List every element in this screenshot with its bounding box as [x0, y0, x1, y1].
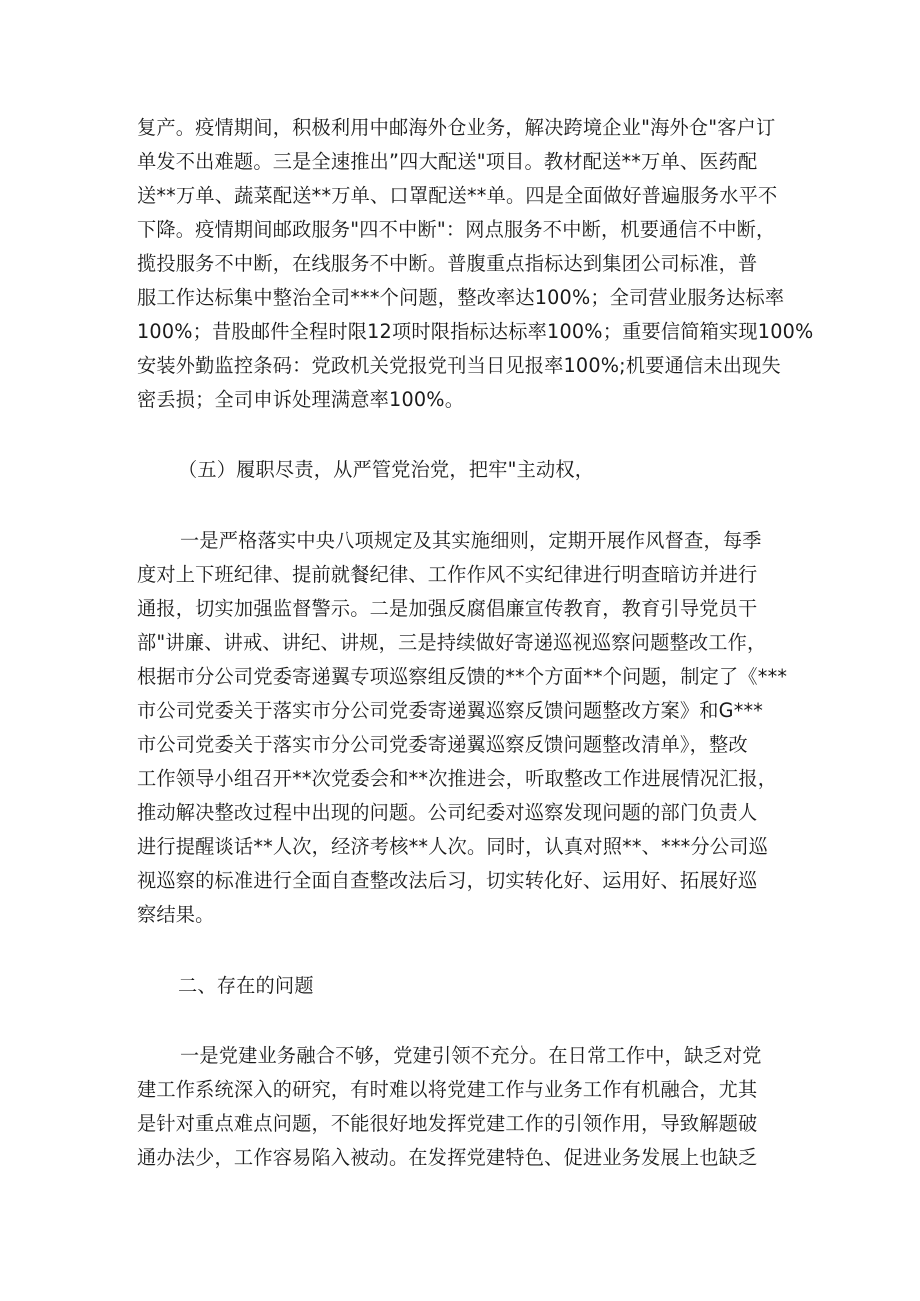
paragraph-line: 一是严格落实中央八项规定及其实施细则，定期开展作风督查，每季: [180, 529, 762, 552]
paragraph-line: 通办法少，工作容易陷入被动。在发挥党建特色、促进业务发展上也缺乏: [137, 1146, 758, 1169]
section-heading: （五）履职尽责，从严管党治党，把牢"主动权，: [178, 458, 595, 481]
paragraph-line: 工作领导小组召开**次党委会和**次推进会，听取整改工作进展情况汇报，: [137, 767, 778, 790]
paragraph-line: 市公司党委关于落实市分公司党委寄递翼巡察反馈问题整改方案》和G***: [137, 699, 764, 722]
paragraph-line: 察结果。: [137, 903, 215, 926]
paragraph-line: 视巡察的标准进行全面自查整改法后习，切实转化好、运用好、拓展好巡: [137, 869, 758, 892]
paragraph-line: 送**万单、蔬菜配送**万单、口罩配送**单。四是全面做好普遍服务水平不: [137, 184, 778, 207]
paragraph-line: 下降。疫情期间邮政服务"四不中断"：网点服务不中断，机要通信不中断，: [137, 218, 776, 241]
paragraph-line: 度对上下班纪律、提前就餐纪律、工作作风不实纪律进行明查暗访并进行: [137, 563, 758, 586]
paragraph-line: 是针对重点难点问题，不能很好地发挥党建工作的引领作用，导致解题破: [137, 1112, 758, 1135]
paragraph-line: 复产。疫情期间，积极利用中邮海外仓业务，解决跨境企业"海外仓"客户订: [137, 116, 776, 139]
paragraph-line: 市公司党委关于落实市分公司党委寄递翼巡察反馈问题整改清单》，整改: [137, 733, 748, 756]
paragraph-line: 建工作系统深入的研究，有时难以将党建工作与业务工作有机融合，尤其: [137, 1078, 758, 1101]
paragraph-line: 单发不出难题。三是全速推出”四大配送"项目。教材配送**万单、医药配: [137, 150, 758, 173]
paragraph-line: 服工作达标集中整治全司***个问题，整改率达100%；全司营业服务达标率: [137, 286, 785, 309]
paragraph-line: 根据市分公司党委寄递翼专项巡察组反馈的**个方面**个问题，制定了《***: [137, 665, 788, 688]
paragraph-line: 密丢损；全司申诉处理满意率100%。: [137, 388, 465, 411]
paragraph-line: 进行提醒谈话**人次，经济考核**人次。同时，认真对照**、***分公司巡: [137, 835, 768, 858]
paragraph-line: 通报，切实加强监督警示。二是加强反腐倡廉宣传教育，教育引导党员干: [137, 597, 758, 620]
paragraph-line: 100%；昔股邮件全程时限12项时限指标达标率100%；重要信简箱实现100%: [137, 320, 814, 343]
paragraph-line: 一是党建业务融合不够，党建引领不充分。在日常工作中，缺乏对党: [180, 1044, 762, 1067]
paragraph-line: 揽投服务不中断，在线服务不中断。普腹重点指标达到集团公司标准，普: [137, 252, 758, 275]
paragraph-line: 安装外勤监控条码：党政机关党报党刊当日见报率100%;机要通信未出现失: [137, 354, 781, 377]
paragraph-line: 部"讲廉、讲戒、讲纪、讲规，三是持续做好寄递巡视巡察问题整改工作，: [137, 631, 767, 654]
paragraph-line: 推动解决整改过程中出现的问题。公司纪委对巡察发现问题的部门负责人: [137, 801, 758, 824]
section-heading: 二、存在的问题: [178, 974, 314, 997]
